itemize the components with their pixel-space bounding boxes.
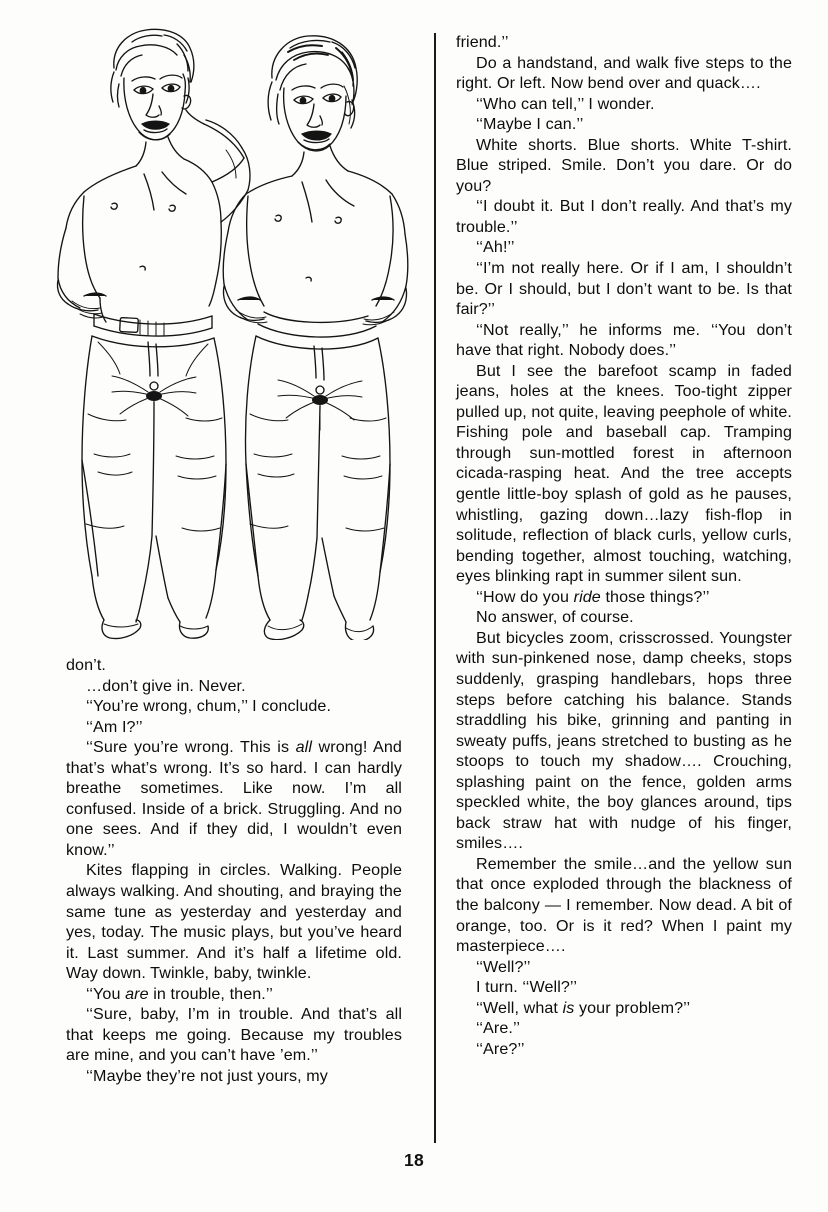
paragraph (456, 998, 792, 1019)
paragraph (456, 1018, 792, 1039)
paragraph (66, 655, 402, 676)
paragraph (456, 135, 792, 197)
body-text: White shorts. Blue shorts. White T-shirt. Blue striped. Smile. Don’t you dare. Or do you? (456, 135, 792, 195)
body-text: don’t. (66, 656, 106, 674)
body-text: ‘‘You (86, 984, 126, 1003)
body-text: ‘‘Are.’’ (476, 1019, 521, 1038)
body-text: your problem?’’ (574, 998, 691, 1017)
emphasis-text: ride (573, 587, 601, 606)
body-text: in trouble, then.’’ (148, 984, 273, 1003)
left-text-column (66, 655, 402, 1086)
paragraph (456, 977, 792, 998)
paragraph (456, 628, 792, 854)
paragraph (456, 94, 792, 115)
paragraph (66, 696, 402, 717)
body-text: ‘‘I doubt it. But I don’t really. And that’s my trouble.’’ (456, 197, 792, 236)
paragraph (456, 607, 792, 628)
body-text: those things?’’ (600, 587, 710, 606)
right-text-column (456, 32, 792, 1059)
paragraph (456, 196, 792, 237)
body-text: ‘‘Well, what (476, 998, 563, 1017)
body-text: ‘‘I’m not really here. Or if I am, I shouldn’t be. Or I should, but I don’t want to be. Is that fair?’’ (456, 259, 792, 319)
body-text: ‘‘Who can tell,’’ I wonder. (476, 94, 655, 113)
two-boys-illustration (36, 24, 428, 640)
paragraph (456, 957, 792, 978)
body-text: Kites flapping in circles. Walking. People always walking. And shouting, and braying the same tune as yesterday and yesterday and yes, today. The music plays, but you’ve heard it. Last summer. And it’s half a lifetime old. Way down. Twinkle, baby, twinkle. (66, 861, 402, 983)
page-number: 18 (403, 1150, 425, 1170)
two-boys-line-art (36, 24, 428, 640)
body-text: friend.’’ (456, 33, 509, 51)
paragraph (456, 53, 792, 94)
emphasis-text: all (295, 738, 313, 757)
body-text: But I see the barefoot scamp in faded jeans, holes at the knees. Too-tight zipper pulled up, not quite, leaving peephole of white. Fishing pole and baseball cap. Tramping through sun-mottled forest in afternoon cicada-rasping heat. And the tree accepts gentle little-boy splash of gold as he pauses, whistling, gazing down…lazy fish-flop in solitude, reflection of black curls, yellow curls, bending together, almost touching, watching, eyes blinking rapt in summer silent sun. (456, 361, 792, 586)
paragraph (456, 258, 792, 320)
column-divider-rule (434, 33, 436, 1143)
paragraph (66, 984, 402, 1005)
body-text: wrong! And that’s what’s wrong. It’s so hard. I can hardly breathe sometimes. Like now. I’m all confused. Inside of a brick. Struggling. And no one sees. And if they did, I wouldn’t even know.’’ (66, 738, 402, 859)
paragraph (456, 587, 792, 608)
body-text: But bicycles zoom, crisscrossed. Youngster with sun-pinkened nose, damp cheeks, stops suddenly, grasping handlebars, hops three steps before catching his balance. Stands straddling his bike, grinning and panting in sweaty puffs, jeans stretched to busting as he stoops to touch my shadow…. Crouching, splashing paint on the fence, golden arms speckled white, the boy glances around, tips back straw hat with nudge of his finger, smiles…. (456, 628, 792, 853)
body-text: ‘‘Am I?’’ (86, 717, 143, 736)
body-text: Remember the smile…and the yellow sun that once exploded through the blackness of the balcony — I remember. Now dead. A bit of orange, too. Or is it red? When I paint my masterpiece…. (456, 854, 792, 956)
emphasis-text: is (562, 998, 575, 1017)
body-text: ‘‘Well?’’ (476, 957, 531, 976)
paragraph (456, 32, 792, 53)
body-text: ‘‘Ah!’’ (476, 238, 515, 257)
paragraph (66, 717, 402, 738)
paragraph (456, 854, 792, 957)
paragraph (456, 1039, 792, 1060)
body-text: …don’t give in. Never. (86, 676, 246, 695)
paragraph (66, 676, 402, 697)
body-text: ‘‘Not really,’’ he informs me. ‘‘You don’t have that right. Nobody does.’’ (456, 320, 792, 360)
body-text: ‘‘How do you (476, 587, 574, 606)
body-text: I turn. ‘‘Well?’’ (476, 978, 577, 997)
body-text: ‘‘You’re wrong, chum,’’ I conclude. (86, 697, 332, 716)
body-text: ‘‘Sure, baby, I’m in trouble. And that’s all that keeps me going. Because my troubles are mine, and you can’t have ’em.’’ (66, 1005, 402, 1065)
body-text: ‘‘Maybe I can.’’ (476, 115, 584, 134)
body-text: ‘‘Maybe they’re not just yours, my (86, 1066, 328, 1085)
body-text: ‘‘Are?’’ (476, 1039, 525, 1058)
paragraph (66, 860, 402, 983)
body-text: ‘‘Sure you’re wrong. This is (86, 738, 296, 757)
paragraph (66, 1066, 402, 1087)
body-text: No answer, of course. (476, 608, 634, 627)
paragraph (456, 320, 792, 361)
paragraph (456, 361, 792, 587)
paragraph (66, 737, 402, 860)
body-text: Do a handstand, and walk five steps to the right. Or left. Now bend over and quack…. (456, 53, 792, 93)
paragraph (66, 1004, 402, 1066)
emphasis-text: are (125, 984, 149, 1003)
paragraph (456, 237, 792, 258)
paragraph (456, 114, 792, 135)
